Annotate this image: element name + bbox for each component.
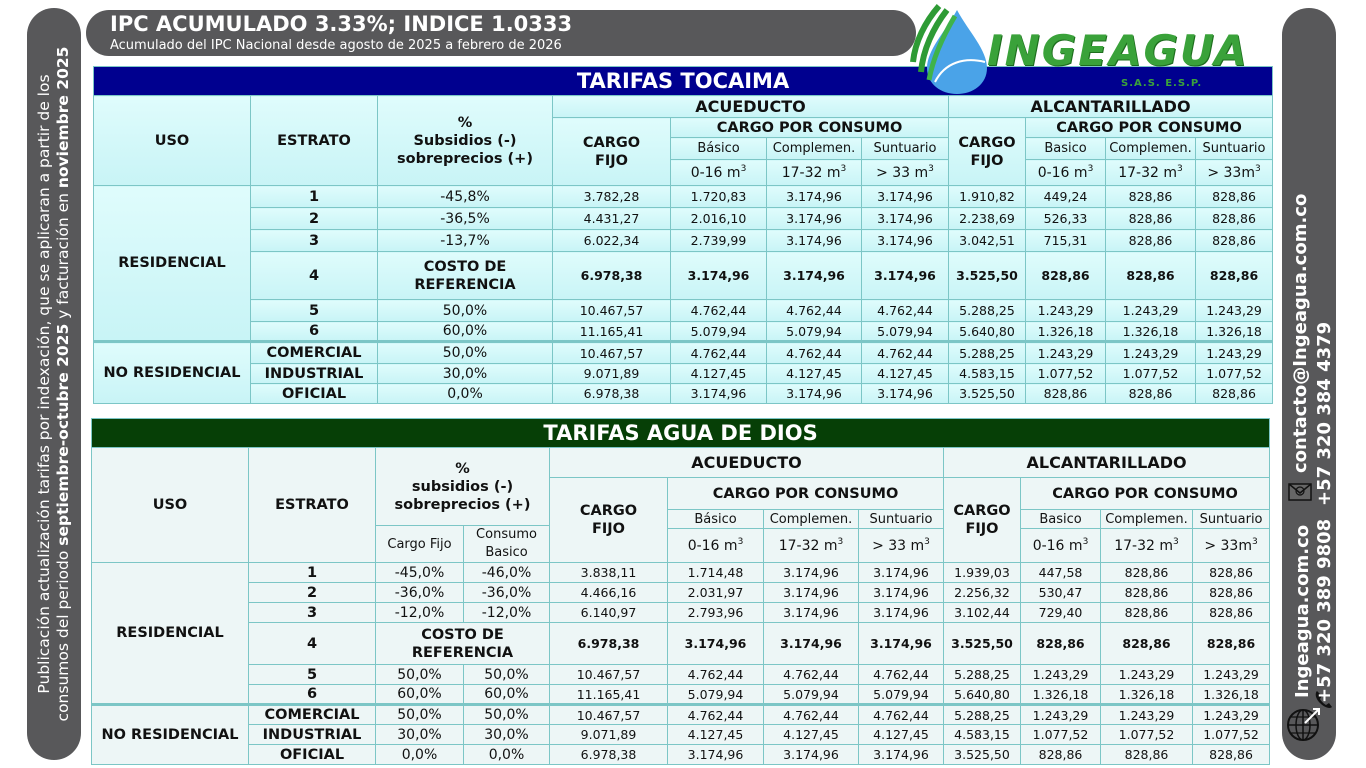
phone-number-1[interactable]: +57 320 389 9808 [1314,518,1335,703]
value-acu-suntuario: 3.174,96 [859,745,944,765]
table-row [94,384,1273,404]
value-acu-basico: 1.714,48 [668,563,764,583]
value-alc-suntuario: 1.326,18 [1193,685,1270,705]
value-alc-complemen: 1.077,52 [1106,364,1196,384]
value-acu-basico: 4.762,44 [671,300,767,322]
value-alc-complemen: 828,86 [1101,623,1193,665]
value-acu-cargo-fijo: 6.978,38 [553,384,671,404]
value-acu-complemen: 4.127,45 [764,725,859,745]
value-alc-cargo-fijo: 5.288,25 [949,300,1026,322]
range-alc-1: 0-16 $m^3$ [1021,529,1101,563]
value-acu-complemen: 3.174,96 [767,384,862,404]
value-alc-cargo-fijo: 5.640,80 [949,322,1026,342]
value-alc-complemen: 828,86 [1106,186,1196,208]
subsidio-cell: -13,7% [378,230,553,252]
table-row [94,208,1273,230]
subsidio-cargo-fijo-cell: -12,0% [376,603,464,623]
value-alc-basico: 1.326,18 [1026,322,1106,342]
header-estrato: ESTRATO [251,96,378,186]
value-acu-suntuario: 3.174,96 [862,230,949,252]
group-no-residencial: NO RESIDENCIAL [94,342,251,404]
header-acu-cargo-fijo: CARGO FIJO [550,478,668,563]
subsidio-cell: 60,0% [378,322,553,342]
value-alc-complemen: 828,86 [1101,745,1193,765]
subsidio-cargo-fijo-cell: 50,0% [376,665,464,685]
tarifas-agua-de-dios-table [91,418,1270,765]
value-alc-cargo-fijo: 5.288,25 [944,665,1021,685]
range-acu-2: 17-32 $m^3$ [767,160,862,186]
value-alc-cargo-fijo: 5.640,80 [944,685,1021,705]
value-acu-suntuario: 3.174,96 [862,186,949,208]
value-alc-suntuario: 828,86 [1193,623,1270,665]
table-row [92,665,1270,685]
value-alc-suntuario: 1.077,52 [1196,364,1273,384]
value-acu-basico: 1.720,83 [671,186,767,208]
estrato-cell: INDUSTRIAL [251,364,378,384]
header-sub-consumo-basico: Consumo Basico [464,526,550,563]
logo-brand-text: INGEAGUA [987,26,1249,75]
range-acu-1: 0-16 $m^3$ [671,160,767,186]
table-row [94,364,1273,384]
ingeagua-logo [905,2,1249,92]
table-row [92,583,1270,603]
value-alc-basico: 1.077,52 [1021,725,1101,745]
subsidio-cell: 50,0% [378,300,553,322]
subsidio-cargo-fijo-cell: 30,0% [376,725,464,745]
value-alc-basico: 449,24 [1026,186,1106,208]
group-residencial: RESIDENCIAL [92,563,249,705]
value-acu-basico: 5.079,94 [668,685,764,705]
value-alc-complemen: 828,86 [1101,583,1193,603]
estrato-cell: 1 [251,186,378,208]
publication-note-line1: Publicación actualización tarifas por indexación, que se aplicaran a partir de los [35,74,53,694]
value-alc-complemen: 1.243,29 [1101,665,1193,685]
value-alc-cargo-fijo: 4.583,15 [949,364,1026,384]
value-acu-cargo-fijo: 3.838,11 [550,563,668,583]
subsidio-cell: 50,0% [378,342,553,364]
value-acu-basico: 3.174,96 [668,745,764,765]
header-uso: USO [94,96,251,186]
value-acu-complemen: 4.762,44 [764,665,859,685]
value-acu-complemen: 3.174,96 [764,603,859,623]
subsidio-consumo-cell: 50,0% [464,665,550,685]
header-subsidios: % subsidios (-) sobreprecios (+) [376,448,550,526]
value-alc-cargo-fijo: 1.939,03 [944,563,1021,583]
table-row [94,252,1273,300]
value-alc-complemen: 1.326,18 [1101,685,1193,705]
value-alc-basico: 729,40 [1021,603,1101,623]
value-acu-cargo-fijo: 6.978,38 [553,252,671,300]
header-acu-suntuario: Suntuario [862,138,949,160]
value-alc-suntuario: 828,86 [1193,745,1270,765]
value-alc-suntuario: 1.243,29 [1193,705,1270,725]
header-acu-basico: Básico [671,138,767,160]
value-acu-complemen: 3.174,96 [764,745,859,765]
value-alc-suntuario: 828,86 [1196,384,1273,404]
header-acueducto: ACUEDUCTO [553,96,949,118]
value-alc-basico: 530,47 [1021,583,1101,603]
costo-referencia-cell: COSTO DE REFERENCIA [376,623,550,665]
table-row [92,685,1270,705]
value-acu-suntuario: 3.174,96 [862,208,949,230]
value-acu-cargo-fijo: 6.022,34 [553,230,671,252]
header-alc-complemen: Complemen. [1106,138,1196,160]
value-alc-basico: 828,86 [1026,252,1106,300]
value-acu-cargo-fijo: 6.140,97 [550,603,668,623]
publication-note-line2: consumos del periodo septiembre-octubre 2025 y facturación en noviembre 2025 [54,46,72,722]
table-row [94,230,1273,252]
value-alc-complemen: 828,86 [1106,384,1196,404]
header-acu-basico: Básico [668,510,764,529]
subsidio-cargo-fijo-cell: 50,0% [376,705,464,725]
right-banner [1282,8,1336,760]
estrato-cell: 2 [251,208,378,230]
value-acu-suntuario: 4.127,45 [862,364,949,384]
value-acu-basico: 5.079,94 [671,322,767,342]
value-acu-suntuario: 5.079,94 [862,322,949,342]
value-alc-cargo-fijo: 5.288,25 [944,705,1021,725]
value-acu-basico: 2.031,97 [668,583,764,603]
estrato-cell: 4 [249,623,376,665]
value-acu-complemen: 5.079,94 [767,322,862,342]
value-alc-complemen: 828,86 [1106,230,1196,252]
table-row [92,745,1270,765]
value-alc-complemen: 828,86 [1101,603,1193,623]
table-row [94,300,1273,322]
estrato-cell: 3 [249,603,376,623]
group-residencial: RESIDENCIAL [94,186,251,342]
value-acu-basico: 3.174,96 [671,252,767,300]
estrato-cell: INDUSTRIAL [249,725,376,745]
value-alc-suntuario: 828,86 [1196,208,1273,230]
value-alc-cargo-fijo: 3.525,50 [944,745,1021,765]
value-acu-suntuario: 3.174,96 [859,623,944,665]
subsidio-cargo-fijo-cell: -36,0% [376,583,464,603]
value-alc-complemen: 828,86 [1106,208,1196,230]
value-alc-suntuario: 828,86 [1196,252,1273,300]
value-acu-suntuario: 3.174,96 [859,563,944,583]
value-alc-complemen: 1.243,29 [1101,705,1193,725]
range-acu-2: 17-32 $m^3$ [764,529,859,563]
subsidio-cell: 30,0% [378,364,553,384]
table-row [92,563,1270,583]
value-acu-cargo-fijo: 6.978,38 [550,745,668,765]
header-sub-cargo-fijo: Cargo Fijo [376,526,464,563]
value-alc-suntuario: 828,86 [1196,186,1273,208]
value-acu-basico: 4.127,45 [671,364,767,384]
header-alcantarillado: ALCANTARILLADO [949,96,1273,118]
value-alc-cargo-fijo: 2.256,32 [944,583,1021,603]
value-acu-complemen: 3.174,96 [764,583,859,603]
header-alc-cargo-fijo: CARGO FIJO [949,118,1026,186]
value-acu-complemen: 4.762,44 [767,300,862,322]
value-alc-suntuario: 1.243,29 [1196,300,1273,322]
header-alc-basico: Basico [1026,138,1106,160]
estrato-cell: COMERCIAL [249,705,376,725]
value-acu-suntuario: 4.762,44 [862,300,949,322]
costo-referencia-cell: COSTO DE REFERENCIA [378,252,553,300]
value-acu-complemen: 4.762,44 [764,705,859,725]
value-alc-suntuario: 828,86 [1193,563,1270,583]
value-acu-basico: 4.762,44 [668,705,764,725]
value-acu-cargo-fijo: 4.466,16 [550,583,668,603]
subsidio-consumo-cell: -36,0% [464,583,550,603]
range-acu-3: > 33 $m^3$ [859,529,944,563]
value-acu-suntuario: 4.762,44 [859,665,944,685]
value-alc-cargo-fijo: 3.525,50 [944,623,1021,665]
subsidio-consumo-cell: -46,0% [464,563,550,583]
estrato-cell: OFICIAL [251,384,378,404]
value-alc-suntuario: 1.077,52 [1193,725,1270,745]
value-acu-complemen: 3.174,96 [767,186,862,208]
value-acu-complemen: 3.174,96 [767,252,862,300]
value-alc-cargo-fijo: 5.288,25 [949,342,1026,364]
tarifas-tocaima-table [93,66,1273,404]
table-row [92,623,1270,665]
left-banner [27,8,81,760]
value-acu-cargo-fijo: 10.467,57 [550,665,668,685]
table-row [94,342,1273,364]
subsidio-consumo-cell: 60,0% [464,685,550,705]
email-link[interactable]: contacto@Ingeagua.com.co [1290,193,1311,473]
estrato-cell: 5 [249,665,376,685]
value-acu-complemen: 3.174,96 [767,208,862,230]
value-alc-basico: 828,86 [1021,623,1101,665]
value-acu-cargo-fijo: 10.467,57 [550,705,668,725]
value-acu-suntuario: 3.174,96 [859,603,944,623]
estrato-cell: 2 [249,583,376,603]
header-alcantarillado: ALCANTARILLADO [944,448,1270,478]
range-alc-2: 17-32 $m^3$ [1101,529,1193,563]
range-acu-1: 0-16 $m^3$ [668,529,764,563]
header-acu-cargo-fijo: CARGO FIJO [553,118,671,186]
value-alc-cargo-fijo: 3.525,50 [949,384,1026,404]
value-alc-complemen: 828,86 [1101,563,1193,583]
header-acueducto: ACUEDUCTO [550,448,944,478]
estrato-cell: 4 [251,252,378,300]
value-acu-complemen: 3.174,96 [764,563,859,583]
subsidio-consumo-cell: 50,0% [464,705,550,725]
subsidio-consumo-cell: -12,0% [464,603,550,623]
table-row [94,322,1273,342]
value-alc-basico: 1.243,29 [1026,300,1106,322]
table-row [92,725,1270,745]
value-acu-suntuario: 4.127,45 [859,725,944,745]
value-acu-cargo-fijo: 11.165,41 [550,685,668,705]
estrato-cell: COMERCIAL [251,342,378,364]
header-acu-cargo-consumo: CARGO POR CONSUMO [668,478,944,510]
subsidio-consumo-cell: 0,0% [464,745,550,765]
value-acu-suntuario: 3.174,96 [862,384,949,404]
value-acu-basico: 4.127,45 [668,725,764,745]
estrato-cell: 6 [251,322,378,342]
value-alc-cargo-fijo: 3.102,44 [944,603,1021,623]
header-alc-basico: Basico [1021,510,1101,529]
value-acu-cargo-fijo: 10.467,57 [553,300,671,322]
subsidio-cell: -36,5% [378,208,553,230]
value-acu-cargo-fijo: 9.071,89 [550,725,668,745]
phone-number-2[interactable]: +57 320 384 4379 [1314,321,1335,506]
range-alc-2: 17-32 $m^3$ [1106,160,1196,186]
table-row [94,186,1273,208]
ipc-subtitle: Acumulado del IPC Nacional desde agosto de 2025 a febrero de 2026 [110,38,562,53]
subsidio-cell: 0,0% [378,384,553,404]
subsidio-cargo-fijo-cell: -45,0% [376,563,464,583]
header-acu-suntuario: Suntuario [859,510,944,529]
value-acu-suntuario: 3.174,96 [862,252,949,300]
header-acu-complemen: Complemen. [764,510,859,529]
subsidio-cell: -45,8% [378,186,553,208]
value-alc-suntuario: 828,86 [1193,603,1270,623]
value-acu-complemen: 4.127,45 [767,364,862,384]
value-alc-basico: 1.243,29 [1021,665,1101,685]
value-alc-basico: 1.243,29 [1021,705,1101,725]
header-estrato: ESTRATO [249,448,376,563]
range-alc-3: > $33m^3$ [1193,529,1270,563]
value-alc-suntuario: 828,86 [1193,583,1270,603]
envelope-icon [1286,478,1314,506]
value-acu-suntuario: 4.762,44 [862,342,949,364]
estrato-cell: 1 [249,563,376,583]
range-alc-1: 0-16 $m^3$ [1026,160,1106,186]
range-alc-3: > $33m^3$ [1196,160,1273,186]
header-subsidios: % Subsidios (-) sobreprecios (+) [378,96,553,186]
estrato-cell: 5 [251,300,378,322]
value-acu-complemen: 5.079,94 [764,685,859,705]
value-acu-complemen: 4.762,44 [767,342,862,364]
value-alc-cargo-fijo: 1.910,82 [949,186,1026,208]
value-alc-basico: 828,86 [1026,384,1106,404]
value-alc-basico: 447,58 [1021,563,1101,583]
table-row [92,603,1270,623]
header-acu-complemen: Complemen. [767,138,862,160]
value-alc-complemen: 828,86 [1106,252,1196,300]
value-alc-complemen: 1.326,18 [1106,322,1196,342]
value-acu-basico: 4.762,44 [668,665,764,685]
value-alc-suntuario: 1.243,29 [1196,342,1273,364]
value-alc-complemen: 1.243,29 [1106,342,1196,364]
header-alc-suntuario: Suntuario [1193,510,1270,529]
value-acu-basico: 3.174,96 [671,384,767,404]
value-acu-basico: 3.174,96 [668,623,764,665]
estrato-cell: OFICIAL [249,745,376,765]
estrato-cell: 3 [251,230,378,252]
value-alc-cargo-fijo: 3.042,51 [949,230,1026,252]
subsidio-consumo-cell: 30,0% [464,725,550,745]
value-acu-complemen: 3.174,96 [767,230,862,252]
value-alc-suntuario: 1.243,29 [1193,665,1270,685]
value-acu-cargo-fijo: 11.165,41 [553,322,671,342]
value-acu-cargo-fijo: 9.071,89 [553,364,671,384]
value-alc-suntuario: 1.326,18 [1196,322,1273,342]
header-uso: USO [92,448,249,563]
website-link[interactable]: Ingeagua.com.co [1292,524,1313,698]
value-alc-cargo-fijo: 2.238,69 [949,208,1026,230]
value-alc-basico: 1.326,18 [1021,685,1101,705]
publication-note [35,14,73,754]
value-acu-basico: 4.762,44 [671,342,767,364]
value-acu-cargo-fijo: 6.978,38 [550,623,668,665]
range-acu-3: > 33 $m^3$ [862,160,949,186]
logo-sub-text: S.A.S. E.S.P. [1121,78,1203,89]
header-alc-cargo-fijo: CARGO FIJO [944,478,1021,563]
value-acu-basico: 2.016,10 [671,208,767,230]
value-acu-complemen: 3.174,96 [764,623,859,665]
subsidio-cargo-fijo-cell: 0,0% [376,745,464,765]
value-alc-basico: 715,31 [1026,230,1106,252]
value-acu-cargo-fijo: 3.782,28 [553,186,671,208]
value-alc-complemen: 1.077,52 [1101,725,1193,745]
value-alc-basico: 1.077,52 [1026,364,1106,384]
table-row [92,705,1270,725]
value-alc-basico: 828,86 [1021,745,1101,765]
group-no-residencial: NO RESIDENCIAL [92,705,249,765]
value-alc-suntuario: 828,86 [1196,230,1273,252]
value-alc-basico: 526,33 [1026,208,1106,230]
estrato-cell: 6 [249,685,376,705]
value-acu-cargo-fijo: 10.467,57 [553,342,671,364]
value-acu-suntuario: 3.174,96 [859,583,944,603]
header-alc-suntuario: Suntuario [1196,138,1273,160]
header-alc-cargo-consumo: CARGO POR CONSUMO [1026,118,1273,138]
header-acu-cargo-consumo: CARGO POR CONSUMO [671,118,949,138]
value-acu-suntuario: 5.079,94 [859,685,944,705]
value-acu-cargo-fijo: 4.431,27 [553,208,671,230]
value-acu-basico: 2.739,99 [671,230,767,252]
value-alc-complemen: 1.243,29 [1106,300,1196,322]
ipc-title: IPC ACUMULADO 3.33%; INDICE 1.0333 [110,12,573,36]
value-alc-cargo-fijo: 4.583,15 [944,725,1021,745]
subsidio-cargo-fijo-cell: 60,0% [376,685,464,705]
value-alc-cargo-fijo: 3.525,50 [949,252,1026,300]
value-acu-basico: 2.793,96 [668,603,764,623]
header-alc-cargo-consumo: CARGO POR CONSUMO [1021,478,1270,510]
tocaima-title: TARIFAS TOCAIMA [94,67,1273,96]
value-alc-basico: 1.243,29 [1026,342,1106,364]
header-alc-complemen: Complemen. [1101,510,1193,529]
ipc-header [86,10,916,56]
agua-de-dios-title: TARIFAS AGUA DE DIOS [92,419,1270,448]
value-acu-suntuario: 4.762,44 [859,705,944,725]
